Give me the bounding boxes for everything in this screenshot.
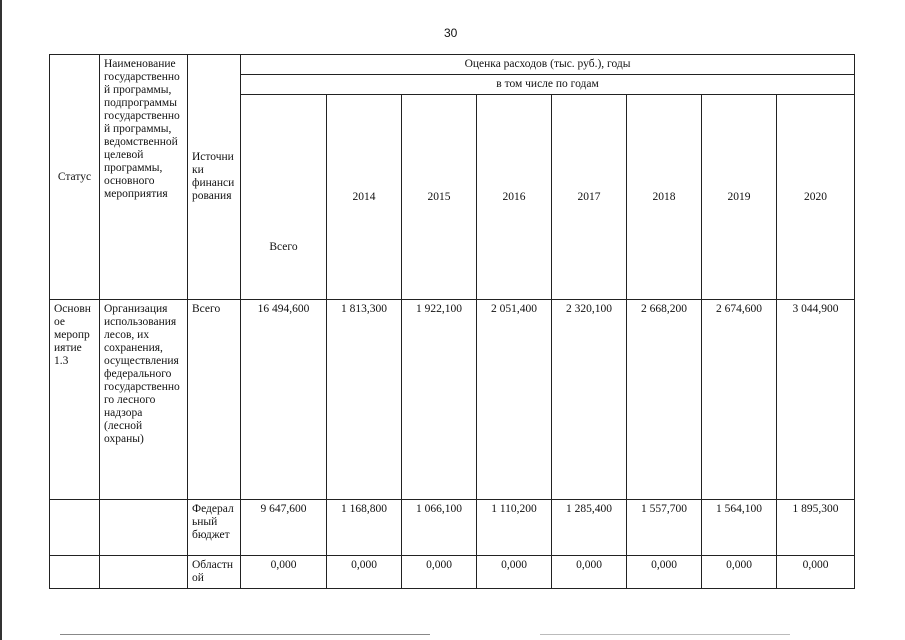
header-year: 2018 (627, 95, 702, 300)
row-value: 1 285,400 (552, 500, 627, 556)
row-value: 2 668,200 (627, 300, 702, 500)
row-status (50, 556, 100, 589)
table-row (50, 300, 855, 500)
row-total: 9 647,600 (241, 500, 327, 556)
row-value: 1 557,700 (627, 500, 702, 556)
header-year: 2015 (402, 95, 477, 300)
header-estimate: Оценка расходов (тыс. руб.), годы (241, 55, 855, 75)
header-funding-source: Источники финансирования (188, 55, 241, 300)
row-status (50, 500, 100, 556)
header-year: 2014 (327, 95, 402, 300)
table-row (50, 556, 855, 589)
row-value: 0,000 (477, 556, 552, 589)
header-program-name: Наименование государственной программы, подпрограммы государственной программы, ведомственной целевой программы, основного мероприятия (100, 55, 188, 300)
table-row (50, 500, 855, 556)
scan-artifact (540, 634, 790, 635)
header-year: 2016 (477, 95, 552, 300)
row-value: 0,000 (627, 556, 702, 589)
row-source: Всего (188, 300, 241, 500)
row-value: 2 674,600 (702, 300, 777, 500)
row-total: 0,000 (241, 556, 327, 589)
row-value: 1 922,100 (402, 300, 477, 500)
scan-artifact (60, 634, 430, 635)
row-name (100, 556, 188, 589)
header-year: 2020 (777, 95, 855, 300)
row-name (100, 500, 188, 556)
row-total: 16 494,600 (241, 300, 327, 500)
budget-table (49, 54, 855, 589)
header-by-year: в том числе по годам (241, 75, 855, 95)
row-source: Федеральный бюджет (188, 500, 241, 556)
row-value: 1 110,200 (477, 500, 552, 556)
row-value: 0,000 (402, 556, 477, 589)
row-value: 0,000 (552, 556, 627, 589)
row-value: 1 895,300 (777, 500, 855, 556)
row-source: Областной (188, 556, 241, 589)
row-value: 1 066,100 (402, 500, 477, 556)
page-number: 30 (444, 26, 458, 40)
row-value: 0,000 (702, 556, 777, 589)
header-year: 2017 (552, 95, 627, 300)
header-status: Статус (50, 55, 100, 300)
row-value: 2 320,100 (552, 300, 627, 500)
row-value: 2 051,400 (477, 300, 552, 500)
row-value: 0,000 (327, 556, 402, 589)
row-value: 3 044,900 (777, 300, 855, 500)
row-status: Основное мероприятие 1.3 (50, 300, 100, 500)
header-row-1 (50, 55, 855, 75)
row-value: 0,000 (777, 556, 855, 589)
row-name: Организация использования лесов, их сохранения, осуществления федерального государственного лесного надзора (лесной охраны) (100, 300, 188, 500)
row-value: 1 168,800 (327, 500, 402, 556)
header-year: 2019 (702, 95, 777, 300)
row-value: 1 564,100 (702, 500, 777, 556)
row-value: 1 813,300 (327, 300, 402, 500)
scan-edge (0, 0, 2, 640)
header-total: Всего (241, 95, 327, 300)
